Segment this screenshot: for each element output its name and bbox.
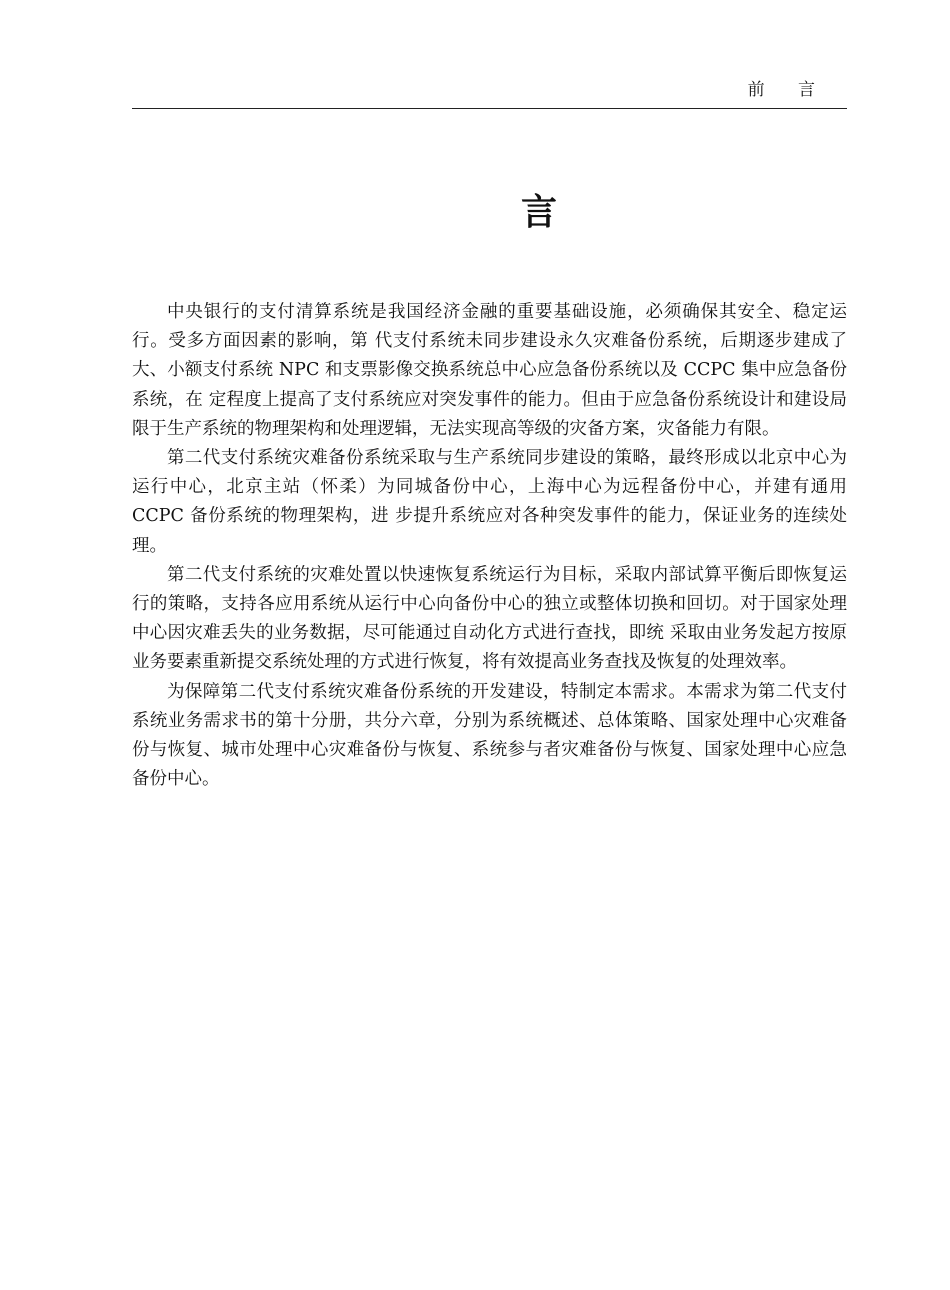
paragraph-1: 中央银行的支付清算系统是我国经济金融的重要基础设施，必须确保其安全、稳定运行。受多方面因素的影响，第 代支付系统未同步建设永久灾难备份系统，后期逐步建成了大、小额支付系统 NPC 和支票影像交换系统总中心应急备份系统以及 CCPC 集中应急备份系统，在 定程度上提高了支付系统应对突发事件的能力。但由于应急备份系统设计和建设局限于生产系统的物理架构和处理逻辑，无法实现高等级的灾备方案，灾备能力有限。 (132, 302, 847, 439)
page-title: 言 (520, 191, 557, 233)
paragraph-2: 第二代支付系统灾难备份系统采取与生产系统同步建设的策略，最终形成以北京中心为运行中心，北京主站（怀柔）为同城备份中心，上海中心为远程备份中心，并建有通用 CCPC 备份系统的物理架构，进 步提升系统应对各种突发事件的能力，保证业务的连续处理。 (132, 448, 847, 556)
running-header (132, 76, 847, 109)
paragraph-4: 为保障第二代支付系统灾难备份系统的开发建设，特制定本需求。本需求为第二代支付系统业务需求书的第十分册，共分六章，分别为系统概述、总体策略、国家处理中心灾难备份与恢复、城市处理中心灾难备份与恢复、系统参与者灾难备份与恢复、国家处理中心应急备份中心。 (132, 681, 847, 790)
paragraph-3: 第二代支付系统的灾难处置以快速恢复系统运行为目标，采取内部试算平衡后即恢复运行的策略，支持各应用系统从运行中心向备份中心的独立或整体切换和回切。对于国家处理中心因灾难丢失的业务数据，尽可能通过自动化方式进行查找，即统 采取由业务发起方按原业务要素重新提交系统处理的方式进行恢复，将有效提高业务查找及恢复的处理效率。 (132, 564, 847, 673)
running-header-title: 前 言 (747, 80, 829, 100)
body-text (132, 298, 847, 794)
